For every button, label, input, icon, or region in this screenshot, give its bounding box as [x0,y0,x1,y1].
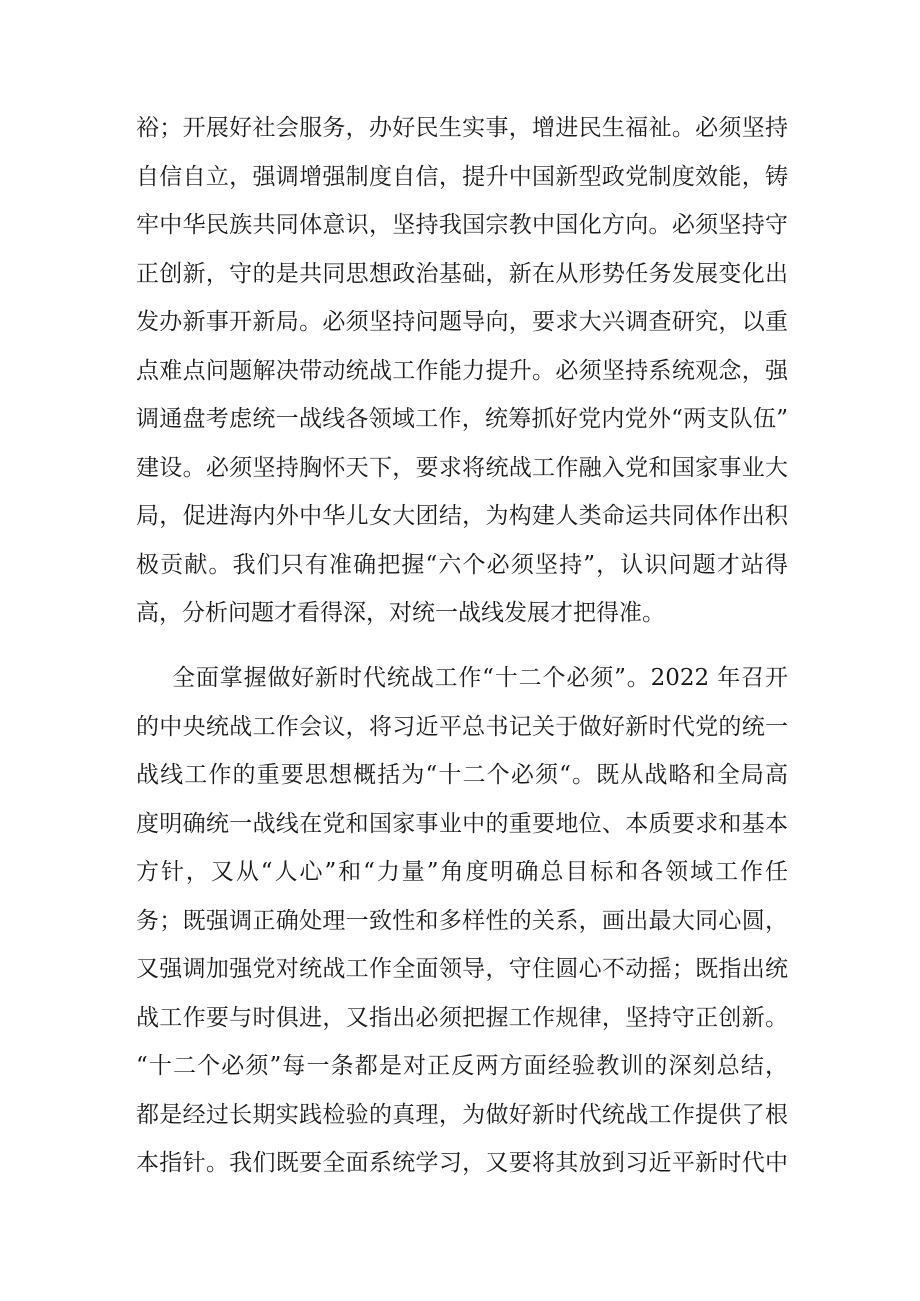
text-line: 发办新事开新局。必须坚持问题导向，要求大兴调查研究，以重 [136,309,788,335]
text-line: 点难点问题解决带动统战工作能力提升。必须坚持系统观念，强 [136,358,788,384]
text-line: 方针，又从“人心”和“力量”角度明确总目标和各领域工作任 [136,859,788,885]
text-line: 正创新，守的是共同思想政治基础，新在从形势任务发展变化出 [136,261,788,287]
text-line: 调通盘考虑统一战线各领域工作，统筹抓好党内党外“两支队伍” [136,406,788,432]
paragraph-first-line: 全面掌握做好新时代统战工作“十二个必须”。2022 年召开 [172,665,788,691]
text-line: 战工作要与时俱进，又指出必须把握工作规律，坚持守正创新。 [136,1005,788,1031]
text-line: 度明确统一战线在党和国家事业中的重要地位、本质要求和基本 [136,811,788,837]
text-line: 都是经过长期实践检验的真理，为做好新时代统战工作提供了根 [136,1102,788,1128]
text-line: 建设。必须坚持胸怀天下，要求将统战工作融入党和国家事业大 [136,455,788,481]
text-line: 裕；开展好社会服务，办好民生实事，增进民生福祉。必须坚持 [136,115,788,141]
text-line: “十二个必须”每一条都是对正反两方面经验教训的深刻总结， [136,1053,788,1079]
text-line: 的中央统战工作会议，将习近平总书记关于做好新时代党的统一 [136,714,788,740]
text-line: 务；既强调正确处理一致性和多样性的关系，画出最大同心圆， [136,908,788,934]
text-line: 局，促进海内外中华儿女大团结，为构建人类命运共同体作出积 [136,503,788,529]
text-line: 极贡献。我们只有准确把握“六个必须坚持”，认识问题才站得 [136,552,788,578]
text-line: 自信自立，强调增强制度自信，提升中国新型政党制度效能，铸 [136,164,788,190]
text-line: 本指针。我们既要全面系统学习，又要将其放到习近平新时代中 [136,1150,788,1176]
text-line: 高，分析问题才看得深，对统一战线发展才把得准。 [136,600,665,626]
text-line: 战线工作的重要思想概括为“十二个必须“。既从战略和全局高 [136,762,788,788]
text-line: 牢中华民族共同体意识，坚持我国宗教中国化方向。必须坚持守 [136,212,788,238]
text-line: 又强调加强党对统战工作全面领导，守住圆心不动摇；既指出统 [136,956,788,982]
